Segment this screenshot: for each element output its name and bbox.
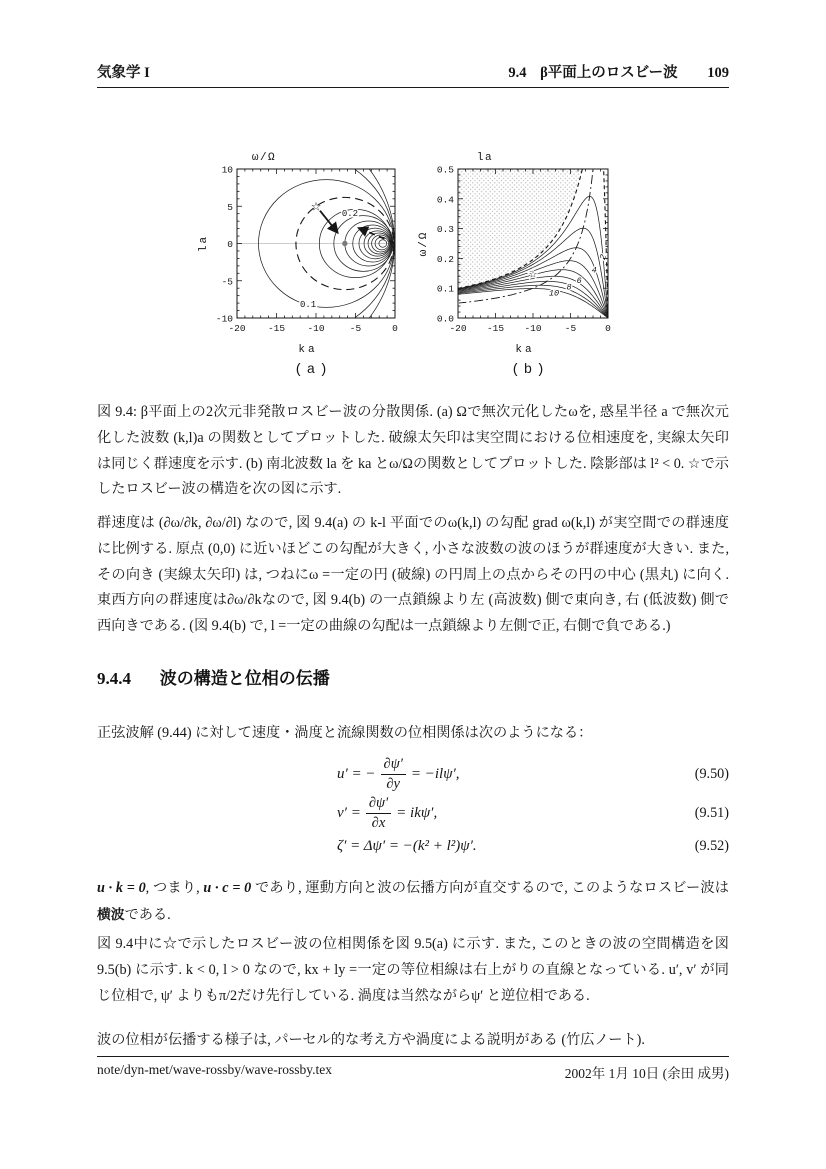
header-section-title: β平面上のロスビー波 [540, 65, 678, 81]
curve-label: 6 [576, 276, 582, 287]
svg-text:0.3: 0.3 [436, 224, 454, 236]
equation-950 [97, 754, 729, 794]
svg-text:0: 0 [392, 323, 398, 334]
equation-951 [97, 794, 729, 832]
para-transverse [97, 876, 729, 929]
svg-text:-5: -5 [349, 323, 362, 334]
star-marker: ☆ [310, 199, 322, 214]
svg-text:10: 10 [221, 164, 233, 176]
svg-text:-10: -10 [307, 323, 325, 334]
circle-center-dot [342, 241, 347, 246]
equation-952 [97, 832, 729, 860]
svg-text:la: la [476, 152, 494, 164]
dispersion-curves [458, 140, 608, 318]
svg-text:-10: -10 [215, 313, 233, 325]
page-footer [97, 1062, 729, 1082]
svg-text:ka: ka [298, 344, 318, 356]
para-transverse-end: である. [124, 906, 171, 923]
section-heading-number: 9.4.4 [97, 669, 131, 688]
para-phase-relation: 図 9.4中に☆で示したロスビー波の位相関係を図 9.5(a) に示す. また, このときの波の空間構造を図 9.5(b) に示す. k < 0, l > 0 なので, kx + ly =一定の等位相線は右上がりの直線となっている. u′, v′ が同じ位相で, ψ′ よりもπ/2だけ先行している. 渦度は当然ながらψ′ と逆位相である. [97, 936, 729, 1004]
footer-date-author: 2002年 1月 10日 (余田 成男) [564, 1066, 729, 1081]
eq951-rhs: = ikψ′, [396, 804, 438, 821]
eq951-fraction [366, 795, 391, 830]
svg-text:0.0: 0.0 [436, 313, 454, 325]
eq951-lhs: v′ = [337, 804, 361, 821]
dispersion-plot-a [188, 140, 438, 385]
para-parcel-note: 波の位相が伝播する様子は, パーセル的な考え方や渦度による説明がある (竹広ノート). [97, 1032, 645, 1048]
svg-text:0: 0 [605, 323, 611, 334]
contour-circles [188, 140, 395, 371]
svg-text:0.1: 0.1 [436, 283, 454, 295]
eq952-number: (9.52) [694, 837, 729, 854]
svg-text:-15: -15 [267, 323, 286, 334]
eq950-denominator: ∂y [386, 775, 400, 792]
header-right [508, 61, 729, 82]
equation-951-expression [337, 795, 437, 830]
contour-label: 0.2 [341, 208, 359, 219]
svg-text:(a): (a) [294, 362, 332, 378]
svg-text:0.5: 0.5 [436, 164, 454, 176]
eq950-numerator: ∂ψ′ [381, 756, 406, 774]
curve-label: 4 [591, 265, 597, 276]
figure-caption: 図 9.4: β平面上の2次元非発散ロスビー波の分散関係. (a) Ωで無次元化したωを, 惑星半径 a で無次元化した波数 (k,l)a の関数としてプロットした. 破線太矢印は実空間における位相速度を, 実線太矢印は同じく群速度を示す. (b) 南北波数 la を ka とω/Ωの関数としてプロットした. 陰影部は l² < 0. ☆で示したロスビー波の構造を次の図に示す. [97, 404, 729, 498]
svg-text:-20: -20 [228, 323, 246, 334]
bold-transverse-wave: 横波 [97, 906, 125, 922]
curve-label: 8 [566, 282, 572, 293]
curve-label: 10 [548, 288, 560, 299]
svg-text:(b): (b) [511, 362, 549, 378]
svg-text:0.2: 0.2 [436, 253, 454, 265]
page-number: 109 [707, 65, 729, 81]
header-course: 気象学 I [97, 65, 150, 81]
svg-text:ω/Ω: ω/Ω [418, 230, 430, 257]
eq950-number: (9.50) [694, 765, 729, 782]
svg-text:ω/Ω: ω/Ω [251, 152, 277, 164]
equation-950-expression [337, 756, 460, 791]
contour-label: 0.1 [299, 299, 317, 310]
eq952-body: ζ′ = Δψ′ = −(k² + l²)ψ′. [337, 837, 477, 854]
para-transverse-mid: , つまり, [145, 880, 204, 896]
header-section-number: 9.4 [508, 65, 527, 81]
svg-text:0: 0 [227, 239, 233, 250]
eq951-denominator: ∂x [371, 814, 386, 831]
star-marker: ☆ [528, 269, 538, 281]
eq950-rhs: = −ilψ′, [410, 765, 460, 782]
eq950-fraction [381, 756, 406, 791]
eq950-lhs: u′ = − [337, 765, 376, 782]
curve-label: 2 [598, 253, 610, 262]
para-group-velocity: 群速度は (∂ω/∂k, ∂ω/∂l) なので, 図 9.4(a) の k-l 平面でのω(k,l) の勾配 grad ω(k,l) が実空間での群速度に比例する. 原点 (0,0) に近いほどこの勾配が大きく, 小さな波数の波のほうが群速度が大きい. また, その向き (実線太矢印) は, つねにω =一定の円 (破線) の円周上の点からその円の中心 (黒丸) に向く. 東西方向の群速度は∂ω/∂kなので, 図 9.4(b) の一点鎖線より左 (高波数) 側で東向き, 右 (低波数) 側で西向きである. (図 9.4(b) で, l =一定の曲線の勾配は一点鎖線より左側で正, 右側で負である.) [97, 515, 729, 635]
svg-text:0.4: 0.4 [436, 194, 454, 206]
eq951-numerator: ∂ψ′ [366, 795, 391, 813]
svg-text:la: la [198, 234, 210, 253]
math-u-dot-c: u · c = 0 [203, 880, 252, 896]
para-sine-intro: 正弦波解 (9.44) に対して速度・渦度と流線関数の位相関係は次のようになる： [97, 725, 593, 741]
eq951-number: (9.51) [694, 804, 729, 821]
equation-952-expression [337, 838, 477, 855]
section-heading [97, 664, 330, 689]
svg-text:-20: -20 [449, 323, 467, 334]
section-heading-title: 波の構造と位相の伝播 [159, 669, 330, 688]
svg-text:-15: -15 [486, 323, 505, 334]
footer-rule [97, 1056, 729, 1057]
equation-block [97, 754, 729, 860]
axis-labels [198, 152, 398, 378]
svg-text:ka: ka [515, 344, 535, 356]
math-u-dot-k: u · k = 0 [97, 880, 146, 896]
svg-text:-5: -5 [564, 323, 577, 334]
footer-file-path: note/dyn-met/wave-rossby/wave-rossby.tex [97, 1062, 332, 1077]
header-rule [97, 87, 729, 88]
svg-text:-10: -10 [524, 323, 542, 334]
para-transverse-rest: であり, 運動方向と波の伝播方向が直交するので, このようなロスビー波は [251, 880, 729, 896]
page-header [97, 61, 729, 82]
dispersion-plot-b [408, 140, 663, 385]
svg-text:-5: -5 [221, 276, 233, 288]
omega-contour [188, 140, 395, 371]
svg-text:5: 5 [227, 201, 233, 213]
